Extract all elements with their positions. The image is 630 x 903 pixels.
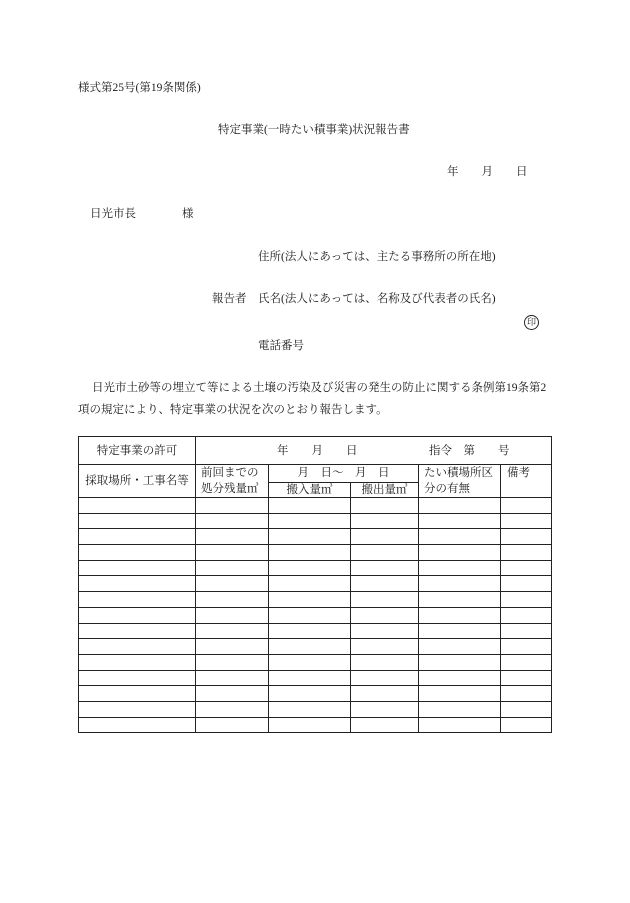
table-cell [196,717,269,733]
table-cell [501,670,552,686]
table-cell [196,560,269,576]
table-cell [351,639,419,655]
table-cell [79,639,196,655]
table-row [79,670,552,686]
col-header-storage-division [419,465,501,498]
table-cell [79,623,196,639]
table-cell [501,623,552,639]
table-cell [269,701,351,717]
table-cell [269,623,351,639]
table-cell [351,560,419,576]
table-row [79,576,552,592]
report-date: 年 月 日 [447,166,528,178]
table-cell [196,513,269,529]
table-row [79,654,552,670]
table-cell [196,670,269,686]
table-cell [419,717,501,733]
table-cell [419,529,501,545]
table-row [79,639,552,655]
seal-character: 印 [526,317,536,327]
table-cell [501,701,552,717]
table-cell [79,607,196,623]
table-cell [196,686,269,702]
col-header-previous-remaining-line-2: 処分残量㎥ [201,483,259,495]
table-cell [269,498,351,514]
table-cell [196,498,269,514]
table-cell [419,654,501,670]
col-header-location-label: 採取場所・工事名等 [85,475,189,487]
table-cell [501,560,552,576]
table-row [79,717,552,733]
table-cell [196,592,269,608]
table-cell [501,686,552,702]
col-header-period [269,465,419,483]
table-cell [196,607,269,623]
table-cell [351,623,419,639]
table-cell [351,545,419,561]
table-cell [269,560,351,576]
table-cell [419,607,501,623]
table-cell [501,607,552,623]
table-row [79,686,552,702]
table-cell [351,576,419,592]
table-cell [351,592,419,608]
table-cell [79,513,196,529]
table-cell [196,654,269,670]
col-header-previous-remaining [196,465,269,498]
table-cell [419,513,501,529]
table-cell [419,545,501,561]
table-cell [79,545,196,561]
table-cell [419,670,501,686]
col-header-outflow [351,482,419,497]
permit-date: 年 月 日 [277,444,358,457]
table-row [79,701,552,717]
table-cell [351,498,419,514]
table-cell [79,498,196,514]
table-cell [501,654,552,670]
addressee-honorific: 様 [182,208,194,220]
reporter-label: 報告者 [212,293,247,305]
table-cell [79,654,196,670]
table-cell [351,513,419,529]
name-label: 氏名(法人にあっては、名称及び代表者の氏名) [258,293,496,305]
table-cell [419,592,501,608]
table-cell [351,529,419,545]
table-cell [501,717,552,733]
permit-row [79,437,552,465]
table-cell [269,576,351,592]
table-cell [501,592,552,608]
table-cell [269,717,351,733]
permit-label-cell [79,437,196,465]
table-cell [419,686,501,702]
table-cell [269,686,351,702]
table-cell [196,701,269,717]
table-row [79,513,552,529]
table-cell [501,545,552,561]
table-cell [419,639,501,655]
col-header-remarks-label: 備考 [507,467,530,479]
table-cell [419,576,501,592]
table-header-row [79,465,552,483]
table-cell [269,670,351,686]
table-row [79,592,552,608]
table-cell [419,623,501,639]
table-cell [269,545,351,561]
table-cell [351,670,419,686]
seal-mark [524,315,539,330]
table-cell [351,654,419,670]
table-cell [501,639,552,655]
table-cell [501,513,552,529]
table-cell [79,560,196,576]
table-cell [269,654,351,670]
table-cell [501,576,552,592]
table-row [79,560,552,576]
table-cell [79,529,196,545]
table-cell [79,701,196,717]
table-cell [196,545,269,561]
table-row [79,529,552,545]
document-title: 特定事業(一時たい積事業)状況報告書 [218,124,410,136]
table-cell [196,576,269,592]
table-cell [79,592,196,608]
col-header-remarks [501,465,552,498]
table-cell [79,576,196,592]
form-number: 様式第25号(第19条関係) [78,82,201,94]
col-header-storage-division-line-2: 分の有無 [424,483,470,495]
table-cell [419,560,501,576]
col-header-period-label: 月 日～ 月 日 [297,467,390,480]
table-row [79,623,552,639]
table-cell [351,701,419,717]
table-cell [501,529,552,545]
col-header-location [79,465,196,498]
phone-label: 電話番号 [258,340,304,352]
col-header-previous-remaining-line-1: 前回までの [201,467,259,479]
table-row [79,545,552,561]
table-cell [269,592,351,608]
col-header-inflow-label: 搬入量㎥ [286,483,333,496]
report-statement-line-1: 日光市土砂等の埋立て等による土壌の汚染及び災害の発生の防止に関する条例第19条第2 [92,382,547,394]
table-cell [351,717,419,733]
table-cell [79,686,196,702]
status-table [78,436,552,733]
table-cell [501,498,552,514]
permit-value-cell [196,437,552,465]
table-cell [269,607,351,623]
col-header-outflow-label: 搬出量㎥ [361,483,408,496]
table-row [79,498,552,514]
table-cell [196,529,269,545]
addressee-name: 日光市長 [90,208,136,220]
table-cell [196,623,269,639]
table-cell [269,513,351,529]
col-header-storage-division-line-1: たい積場所区 [424,467,493,479]
table-cell [79,717,196,733]
col-header-inflow [269,482,351,497]
table-row [79,607,552,623]
permit-number: 指令 第 号 [429,444,510,457]
table-cell [351,686,419,702]
table-cell [351,607,419,623]
report-statement-line-2: 項の規定により、特定事業の状況を次のとおり報告します。 [78,404,388,416]
table-cell [196,639,269,655]
address-label: 住所(法人にあっては、主たる事務所の所在地) [258,251,496,263]
table-cell [419,498,501,514]
permit-label: 特定事業の許可 [96,444,178,457]
table-cell [269,639,351,655]
table-cell [269,529,351,545]
table-cell [79,670,196,686]
table-cell [419,701,501,717]
